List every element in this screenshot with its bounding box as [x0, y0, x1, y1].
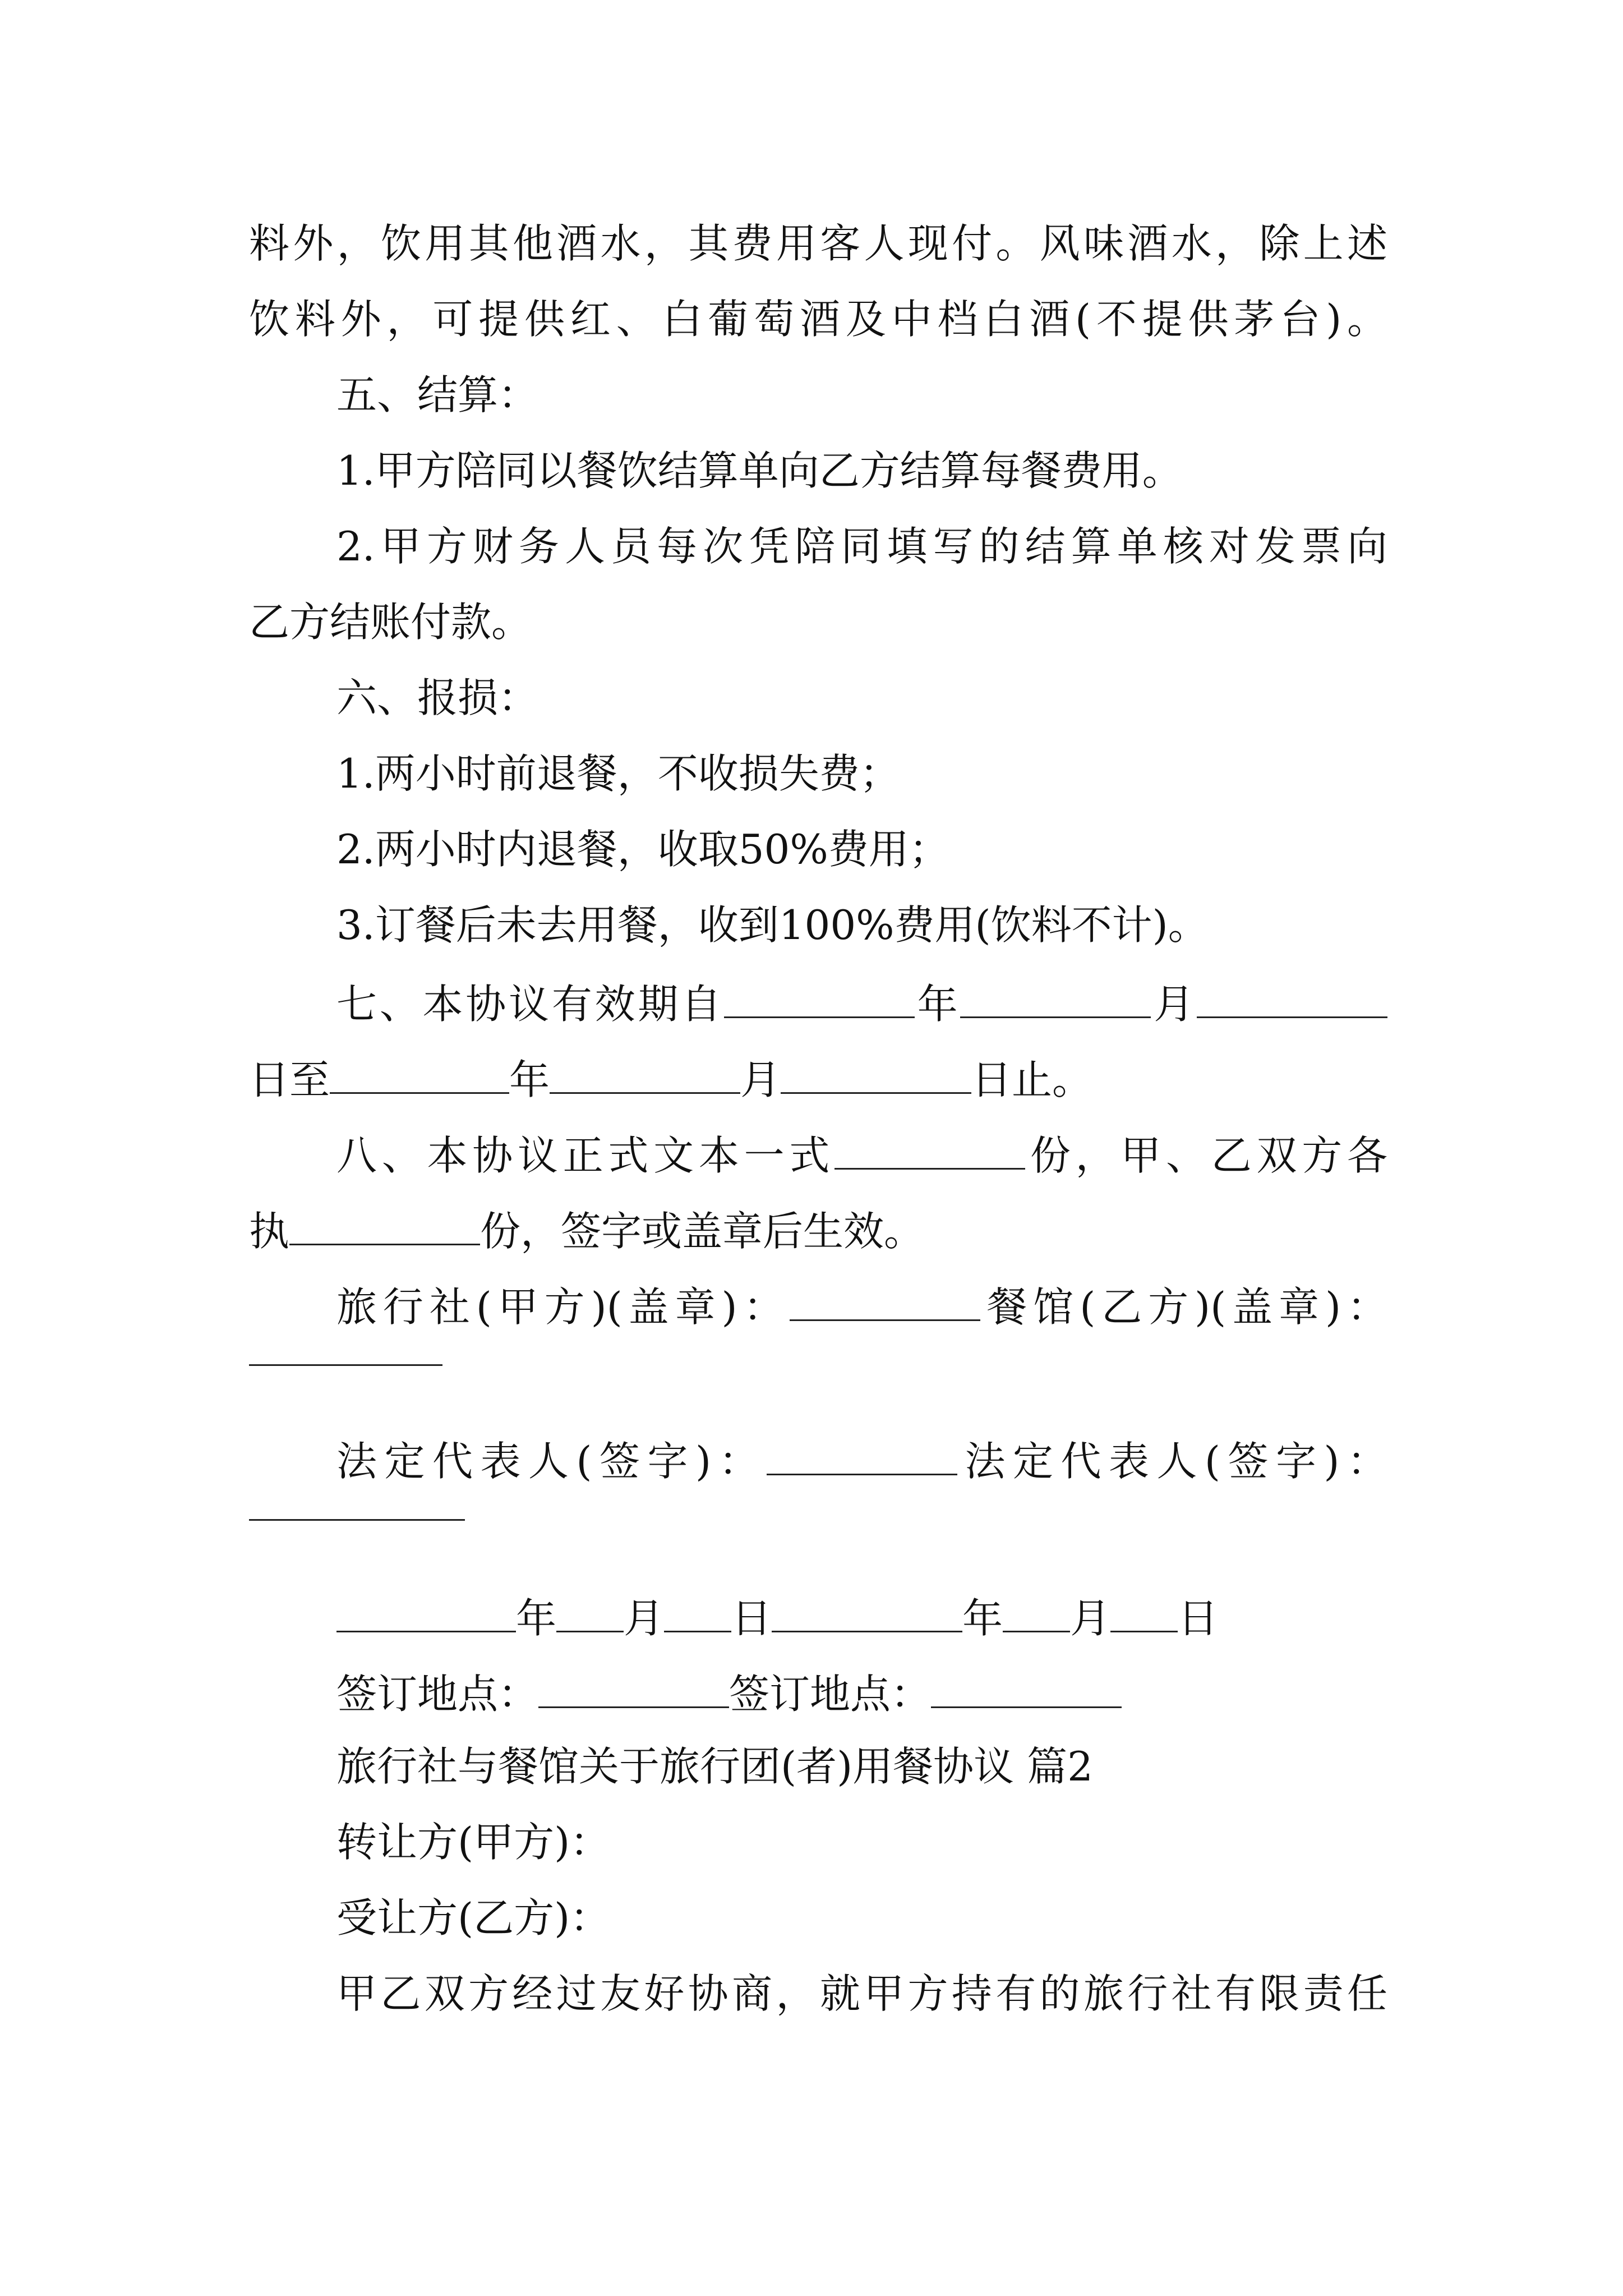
paragraph-line: 甲乙双方经过友好协商，就甲方持有的旅行社有限责任 [336, 1970, 1387, 2017]
list-item: 1.甲方陪同以餐饮结算单向乙方结算每餐费用。 [336, 447, 1183, 494]
signing-place-label: 签订地点： [729, 1671, 932, 1718]
blank-field [336, 1595, 516, 1632]
clause-text: 八、本协议正式文本一式 [336, 1132, 835, 1179]
copies-clause [336, 1132, 1387, 1179]
date-day: 日 [1178, 1595, 1219, 1642]
signing-place-label: 签订地点： [336, 1671, 539, 1718]
blank-field [724, 981, 915, 1018]
list-item: 2.甲方财务人员每次凭陪同填写的结算单核对发票向 [336, 523, 1387, 570]
party-line: 转让方(甲方)： [336, 1819, 611, 1866]
clause-text: 年 [914, 981, 961, 1028]
section-heading: 五、结算： [336, 371, 539, 418]
paragraph-line: 乙方结账付款。 [249, 599, 532, 646]
party-a-rep-label: 法定代表人(签字)： [336, 1438, 767, 1485]
section-heading: 六、报损： [336, 674, 539, 721]
copies-clause-cont [249, 1208, 1387, 1255]
blank-field [1110, 1595, 1178, 1632]
blank-field [249, 1364, 442, 1366]
date-year: 年 [962, 1595, 1003, 1642]
section-title: 旅行社与餐馆关于旅行团(者)用餐协议 篇2 [336, 1743, 1093, 1790]
party-b-rep-label: 法定代表人(签字)： [957, 1438, 1387, 1485]
clause-text: 份，签字或盖章后生效。 [480, 1208, 925, 1255]
date-month: 月 [1070, 1595, 1111, 1642]
list-item: 3.订餐后未去用餐，收到100%费用(饮料不计)。 [336, 901, 1209, 949]
blank-field [330, 1056, 509, 1094]
clause-text: 月 [740, 1056, 781, 1103]
party-line: 受让方(乙方)： [336, 1894, 611, 1941]
blank-field [931, 1671, 1122, 1708]
blank-field [1197, 981, 1387, 1018]
blank-field [289, 1208, 480, 1245]
date-month: 月 [624, 1595, 665, 1642]
validity-clause [336, 981, 1387, 1028]
party-b-seal-label: 餐馆(乙方)(盖章)： [980, 1283, 1387, 1331]
date-line [336, 1595, 1387, 1642]
blank-field [556, 1595, 624, 1632]
paragraph-line: 饮料外，可提供红、白葡萄酒及中档白酒(不提供茅台)。 [249, 296, 1387, 343]
blank-field [767, 1438, 957, 1475]
date-day: 日 [731, 1595, 772, 1642]
blank-field [249, 1519, 465, 1521]
date-year: 年 [516, 1595, 557, 1642]
signing-place-line [336, 1671, 1387, 1718]
paragraph-line: 料外，饮用其他酒水，其费用客人现付。风味酒水，除上述 [249, 220, 1387, 267]
clause-text: 七、本协议有效期自 [336, 981, 724, 1028]
blank-field [781, 1056, 971, 1094]
validity-clause-cont [249, 1056, 1387, 1103]
blank-field [772, 1595, 962, 1632]
clause-text: 年 [509, 1056, 550, 1103]
party-a-seal-label: 旅行社(甲方)(盖章)： [336, 1283, 790, 1331]
signature-line [336, 1438, 1387, 1485]
seal-line [336, 1283, 1387, 1331]
blank-field [960, 981, 1151, 1018]
clause-text: 份，甲、乙双方各 [1025, 1132, 1387, 1179]
blank-field [790, 1283, 980, 1321]
blank-field [1003, 1595, 1070, 1632]
list-item: 2.两小时内退餐，收取50%费用； [336, 826, 949, 873]
blank-field [538, 1671, 729, 1708]
blank-field [550, 1056, 740, 1094]
blank-field [664, 1595, 731, 1632]
list-item: 1.两小时前退餐，不收损失费； [336, 750, 900, 797]
clause-text: 月 [1151, 981, 1197, 1028]
clause-text: 执 [249, 1208, 290, 1255]
clause-text: 日止。 [971, 1056, 1093, 1103]
clause-text: 日至 [249, 1056, 330, 1103]
blank-field [834, 1132, 1025, 1170]
